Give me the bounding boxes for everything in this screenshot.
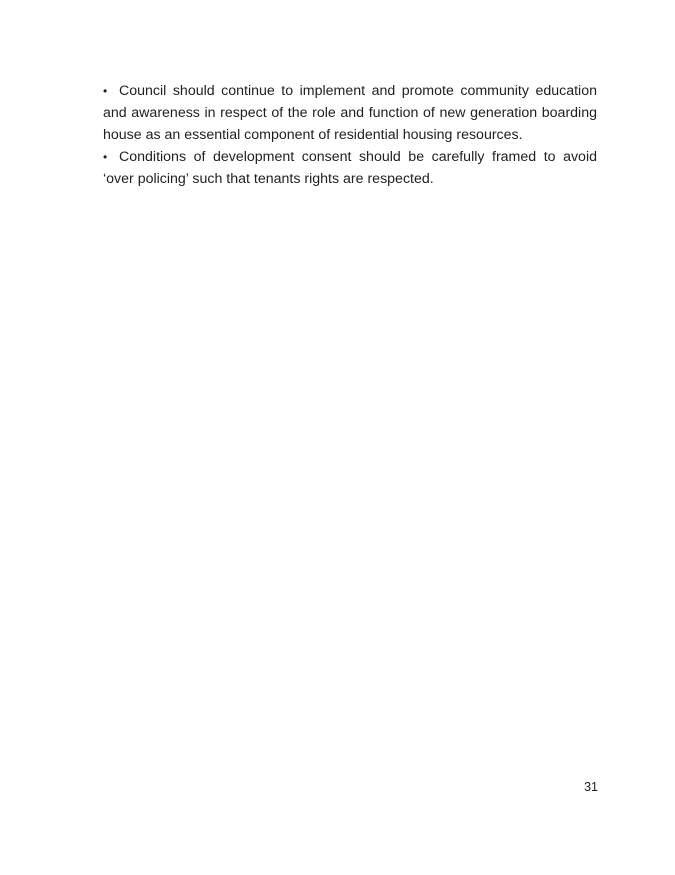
list-item [103, 146, 597, 190]
list-item [103, 80, 597, 146]
list-item-text: Council should continue to implement and promote community education and awareness in respect of the role and function of new generation boarding house as an essential component of residential housing resources. [103, 83, 597, 143]
recommendation-list [103, 80, 597, 190]
bullet-icon: • [103, 84, 108, 98]
page-number: 31 [584, 780, 598, 794]
list-item-text: Conditions of development consent should be carefully framed to avoid ‘over policing’ such that tenants rights are respected. [103, 149, 597, 187]
bullet-icon: • [103, 150, 108, 164]
page-content [103, 80, 597, 190]
